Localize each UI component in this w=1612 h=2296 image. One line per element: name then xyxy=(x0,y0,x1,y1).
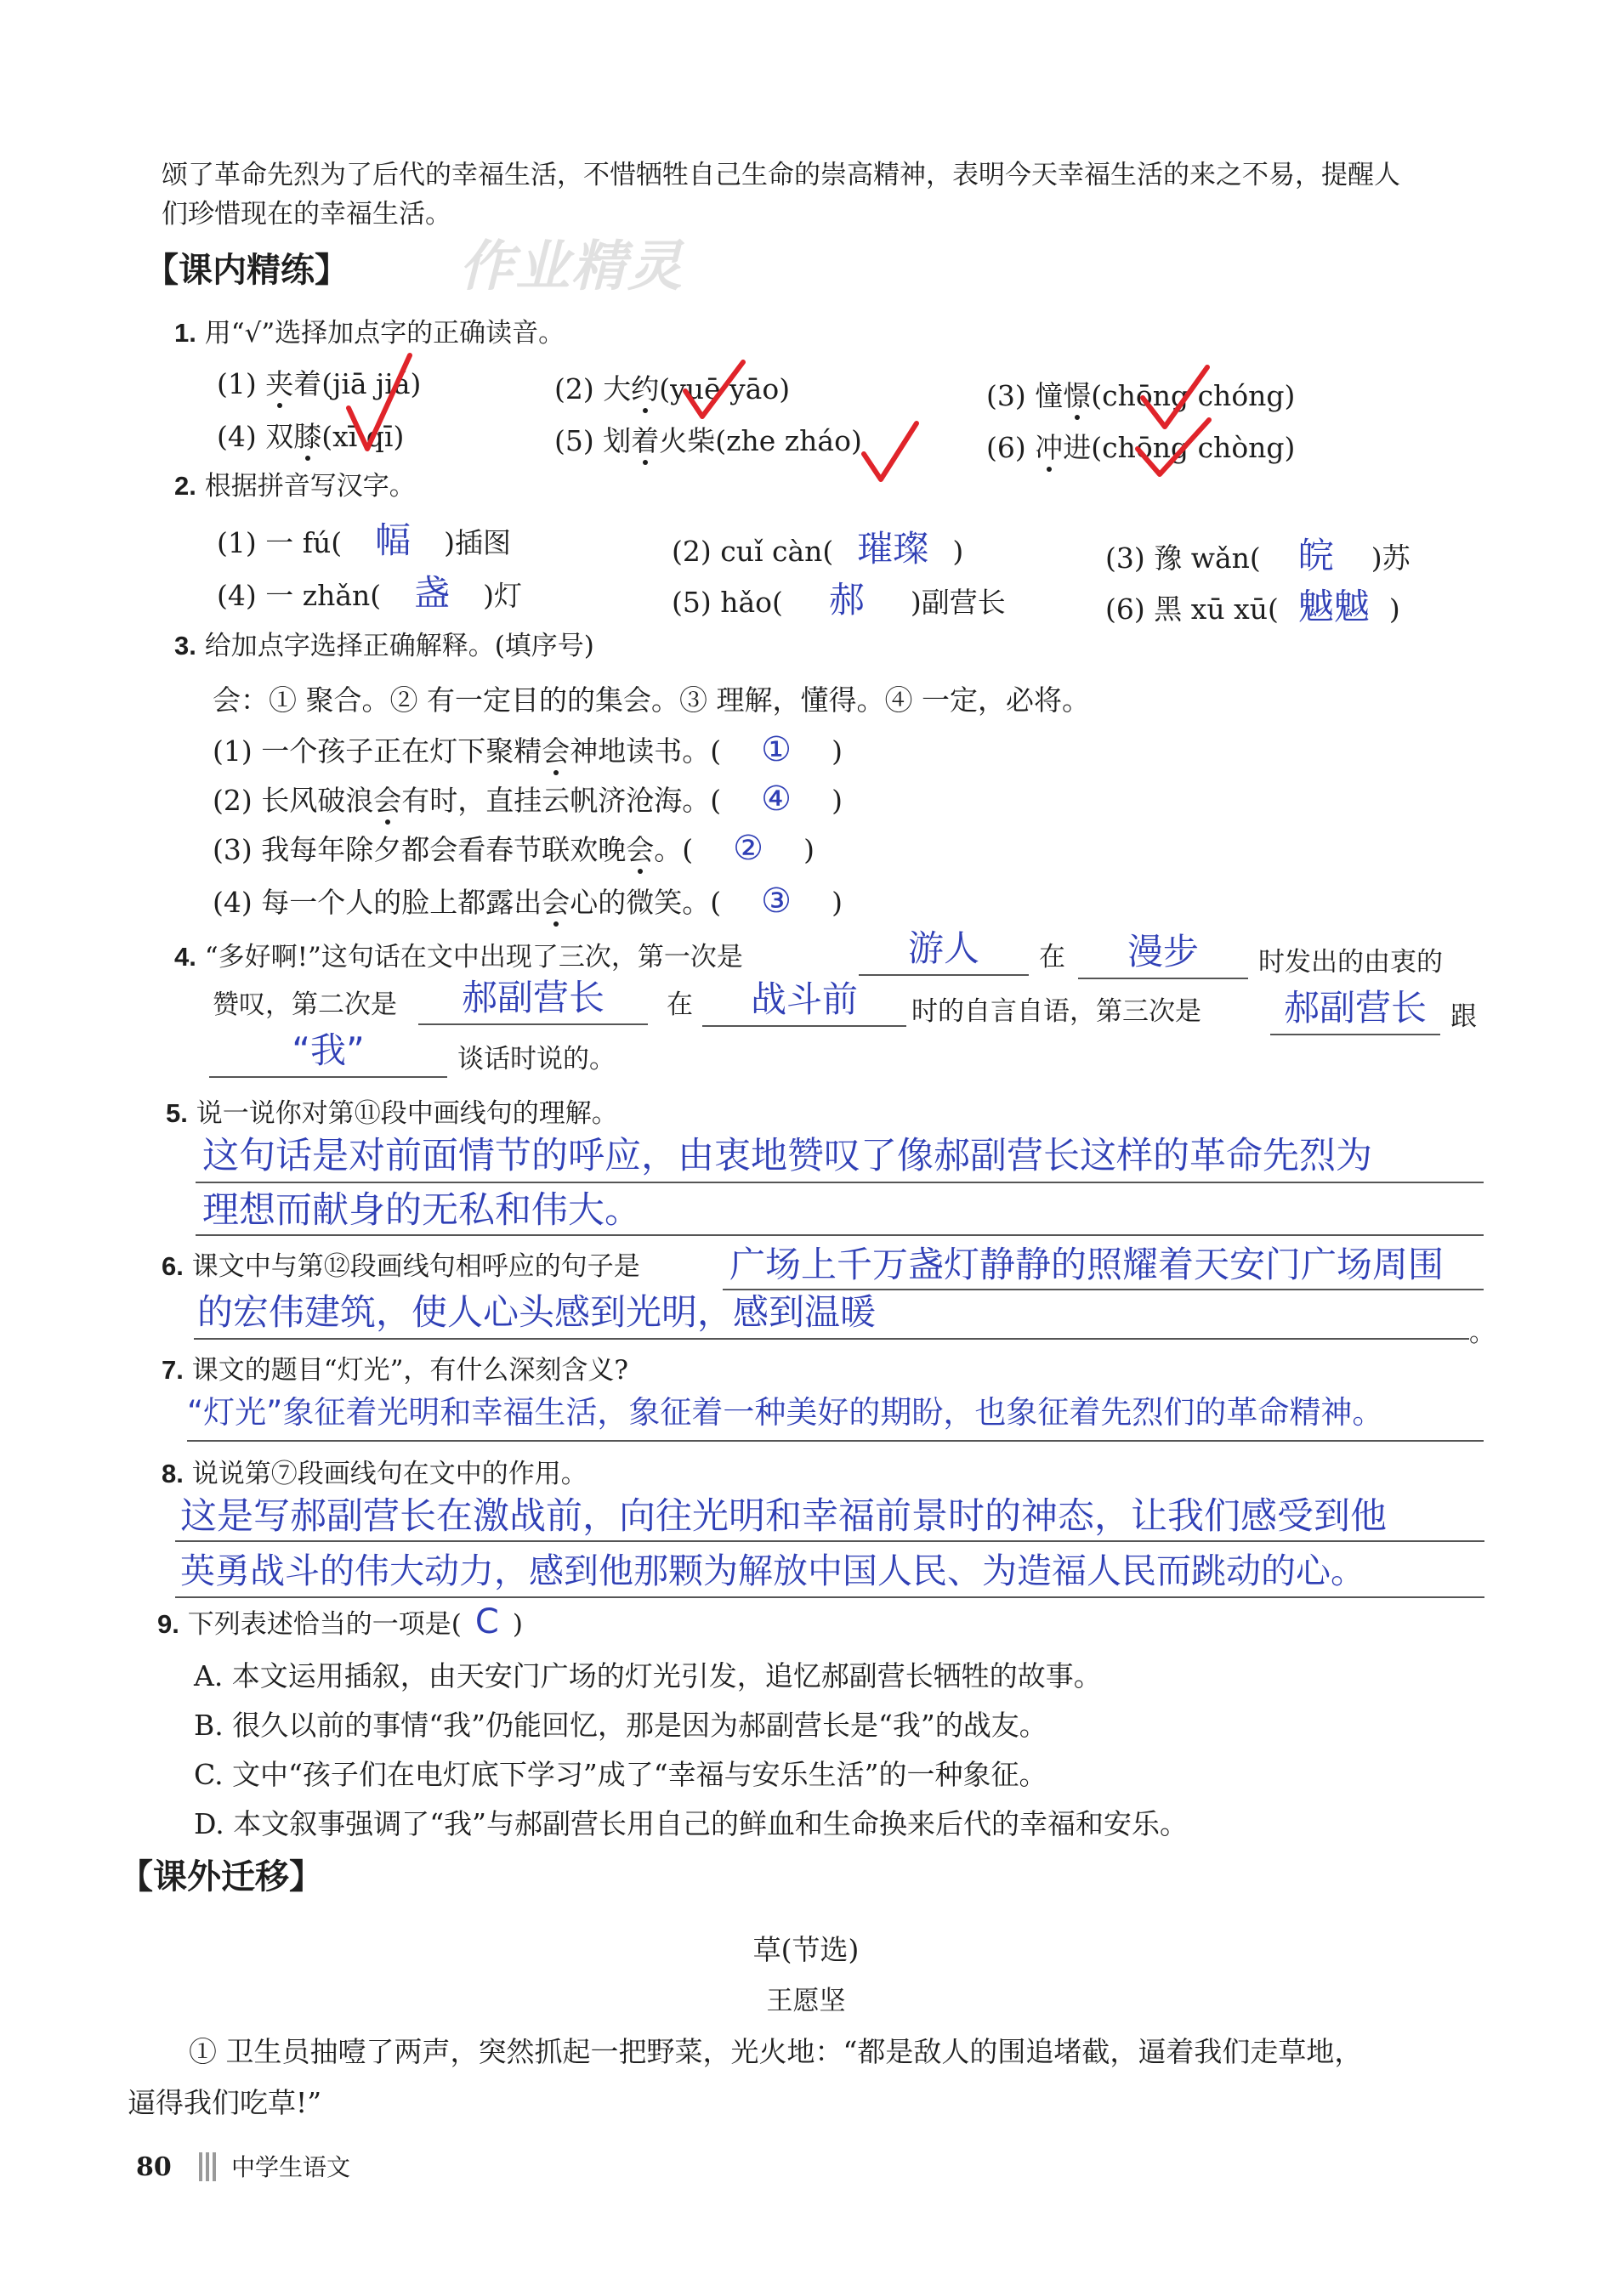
q8-stem: 8. 说说第⑦段画线句在文中的作用。 xyxy=(162,1459,587,1489)
q4-answer-1: 游人 xyxy=(907,927,979,969)
section-title-in-class: 【课内精练】 xyxy=(145,251,349,290)
article-paragraph-1-line-2: 逼得我们吃草!” xyxy=(128,2086,322,2119)
q3-stem: 3. 给加点字选择正确解释。(填序号) xyxy=(174,631,594,661)
q9-option-c: C. 文中“孩子们在电灯底下学习”成了“幸福与安乐生活”的一种象征。 xyxy=(194,1758,1047,1791)
q4-answer-3: 郝副营长 xyxy=(461,977,604,1018)
blank-line xyxy=(209,1076,447,1078)
q1-item-2: (2) 大约(yuē yāo) xyxy=(554,371,790,408)
blank-line xyxy=(175,1596,1484,1598)
article-paragraph-1-line-1: ① 卫生员抽噎了两声，突然抓起一把野菜，光火地：“都是敌人的围追堵截，逼着我们走草地， xyxy=(189,2035,1363,2068)
q4-text-at-1: 在 xyxy=(1039,942,1065,972)
q1-item-4: (4) 双膝(xī qī) xyxy=(217,418,404,456)
q1-item-3: (3) 憧憬(chōng chóng) xyxy=(986,377,1295,415)
blank-line xyxy=(1270,1034,1440,1035)
blank-line xyxy=(187,1440,1484,1442)
blank-line xyxy=(418,1023,648,1025)
q5-stem: 5. 说一说你对第⑪段中画线句的理解。 xyxy=(166,1098,618,1129)
blank-line xyxy=(702,1025,906,1027)
blank-line xyxy=(1078,978,1248,979)
article-title: 草(节选) xyxy=(752,1933,860,1966)
blank-line xyxy=(859,974,1029,976)
intro-line-1: 颂了革命先烈为了后代的幸福生活，不惜牺牲自己生命的崇高精神，表明今天幸福生活的来之不易，提醒人 xyxy=(162,160,1400,190)
q5-answer-line-2: 理想而献身的无私和伟大。 xyxy=(202,1189,641,1232)
q1-item-5: (5) 划着火柴(zhe zháo) xyxy=(554,422,862,460)
q3-item-1: (1) 一个孩子正在灯下聚精会神地读书。( ① ) xyxy=(213,730,843,769)
q3-item-2: (2) 长风破浪会有时，直挂云帆济沧海。( ④ ) xyxy=(213,780,843,819)
journal-name: 中学生语文 xyxy=(231,2153,351,2181)
watermark: 作业精灵 xyxy=(459,235,684,298)
q4-answer-4: 战斗前 xyxy=(750,978,858,1020)
check-mark-icon xyxy=(859,418,927,486)
q2-item-1: (1) 一 fú( 幅 )插图 xyxy=(217,519,511,561)
q2-item-5: (5) hǎo( 郝 )副营长 xyxy=(672,579,1006,621)
check-mark-icon xyxy=(680,357,748,425)
intro-line-2: 们珍惜现在的幸福生活。 xyxy=(162,199,451,230)
q7-answer: “灯光”象征着光明和幸福生活，象征着一种美好的期盼，也象征着先烈们的革命精神。 xyxy=(187,1394,1384,1431)
q1-item-6: (6) 冲进(chōng chòng) xyxy=(986,429,1295,467)
q4-line-2-start: 赞叹，第二次是 xyxy=(213,989,397,1020)
q1-stem: 1. 用“√”选择加点字的正确读音。 xyxy=(174,318,565,349)
q6-stem: 6. 课文中与第⑫段画线句相呼应的句子是 xyxy=(162,1251,640,1282)
q4-line-1-end: 时发出的由衷的 xyxy=(1258,947,1443,978)
footer-decoration xyxy=(199,2152,219,2181)
check-mark-icon xyxy=(1131,415,1216,483)
q9-option-d: D. 本文叙事强调了“我”与郝副营长用自己的鲜血和生命换来后代的幸福和安乐。 xyxy=(194,1807,1189,1840)
section-title-extracurricular: 【课外迁移】 xyxy=(119,1857,323,1896)
q6-answer-part-1: 广场上千万盏灯静静的照耀着天安门广场周围 xyxy=(729,1244,1445,1285)
q4-line-2-end: 跟 xyxy=(1450,1001,1477,1032)
q3-definitions: 会：① 聚合。② 有一定目的的集会。③ 理解，懂得。④ 一定，必将。 xyxy=(213,683,1090,717)
q4-text-at-2: 在 xyxy=(667,989,693,1020)
blank-line xyxy=(194,1338,1469,1340)
q6-end-mark: 。 xyxy=(1469,1318,1496,1348)
page-number: 80 xyxy=(136,2152,172,2182)
q1-item-1: (1) 夹着(jiā jiá) xyxy=(217,366,421,403)
q9-option-b: B. 很久以前的事情“我”仍能回忆，那是因为郝副营长是“我”的战友。 xyxy=(194,1709,1047,1742)
q2-item-2: (2) cuǐ càn( 璀璨 ) xyxy=(672,528,964,570)
q4-answer-6: “我” xyxy=(292,1029,365,1071)
blank-line xyxy=(196,1182,1484,1183)
q6-answer-part-2: 的宏伟建筑，使人心头感到光明，感到温暖 xyxy=(197,1291,877,1333)
q2-stem: 2. 根据拼音写汉字。 xyxy=(174,471,416,502)
blank-line xyxy=(175,1540,1484,1542)
q4-line-3: 谈话时说的。 xyxy=(457,1044,616,1074)
q7-stem: 7. 课文的题目“灯光”，有什么深刻含义? xyxy=(162,1355,629,1386)
q5-answer-line-1: 这句话是对前面情节的呼应，由衷地赞叹了像郝副营长这样的革命先烈为 xyxy=(202,1135,1372,1177)
article-author: 王愿坚 xyxy=(766,1986,846,2016)
q8-answer-line-1: 这是写郝副营长在激战前，向往光明和幸福前景时的神态，让我们感受到他 xyxy=(180,1495,1387,1538)
q4-line-1: 4. “多好啊!”这句话在文中出现了三次，第一次是 xyxy=(174,942,743,972)
q2-item-3: (3) 豫 wǎn( 皖 )苏 xyxy=(1105,535,1410,576)
q4-line-2-mid: 时的自言自语，第三次是 xyxy=(911,996,1201,1027)
q3-item-4: (4) 每一个人的脸上都露出会心的微笑。( ③ ) xyxy=(213,882,843,921)
q4-answer-2: 漫步 xyxy=(1127,931,1199,972)
q9-option-a: A. 本文运用插叙，由天安门广场的灯光引发，追忆郝副营长牺牲的故事。 xyxy=(194,1659,1102,1692)
q4-answer-5: 郝副营长 xyxy=(1283,987,1427,1029)
q9-stem: 9. 下列表述恰当的一项是( C ) xyxy=(157,1602,523,1641)
blank-line xyxy=(196,1234,1484,1236)
check-mark-icon xyxy=(340,349,417,459)
q2-item-4: (4) 一 zhǎn( 盏 )灯 xyxy=(217,572,523,614)
q8-answer-line-2: 英勇战斗的伟大动力，感到他那颗为解放中国人民、为造福人民而跳动的心。 xyxy=(180,1551,1365,1591)
q2-item-6: (6) 黑 xū xū( 魆魆 ) xyxy=(1105,586,1400,627)
q3-item-3: (3) 我每年除夕都会看春节联欢晚会。( ② ) xyxy=(213,829,815,868)
